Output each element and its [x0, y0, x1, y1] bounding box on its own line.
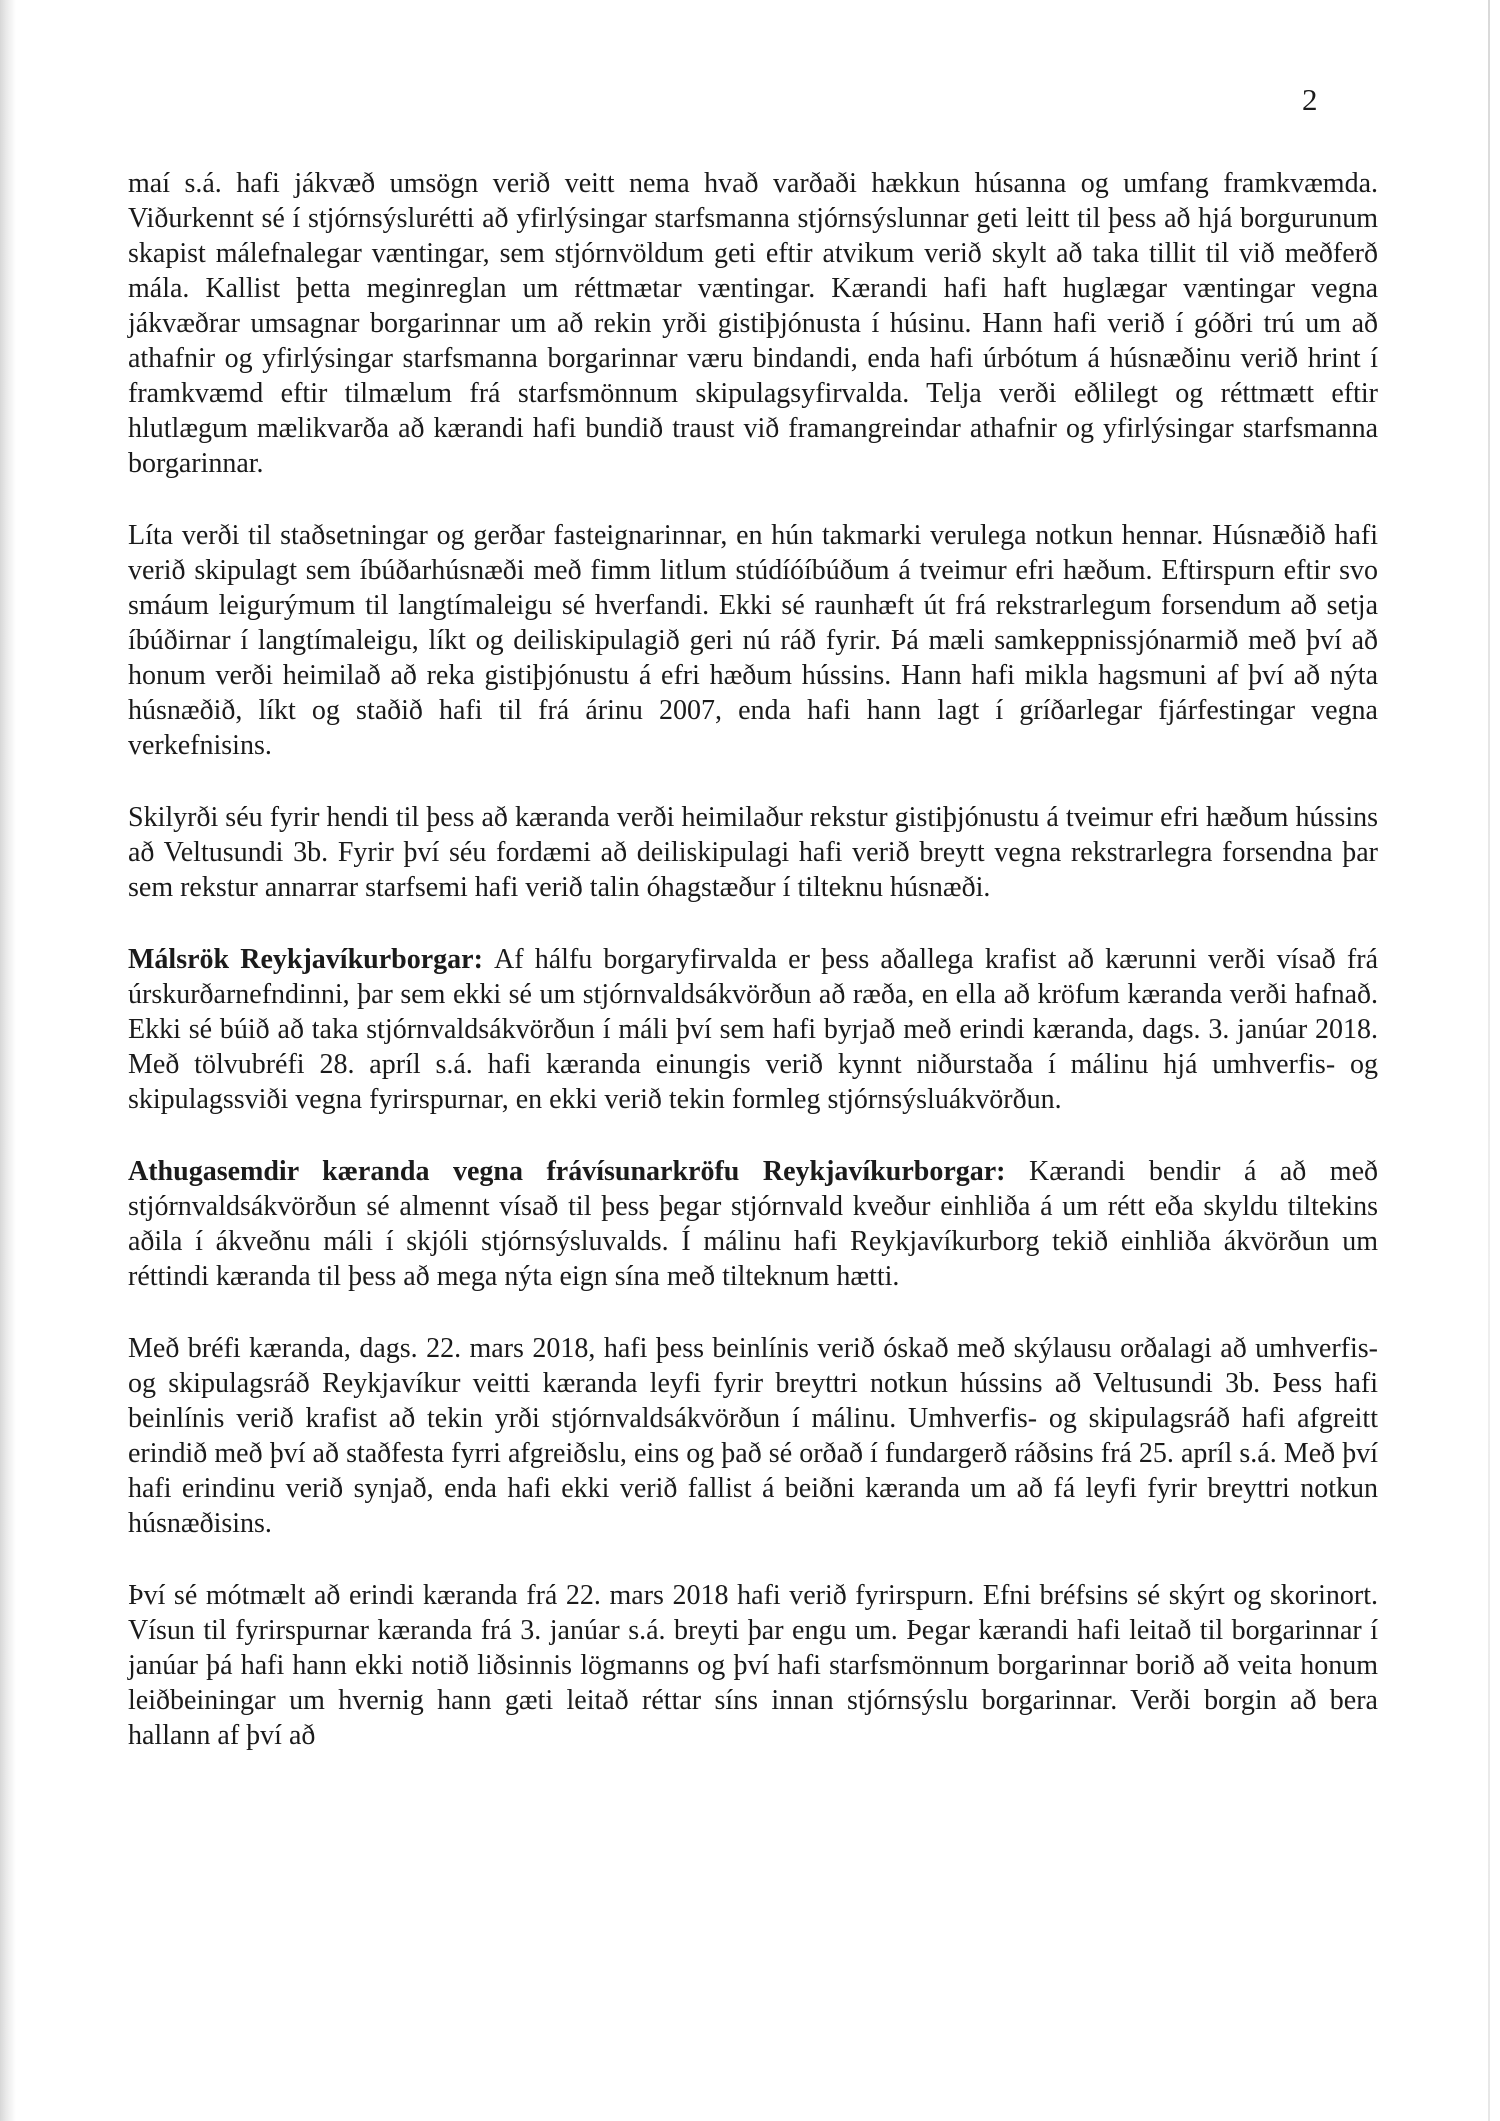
paragraph	[128, 942, 1378, 1117]
paragraph-lead: Málsrök Reykjavíkurborgar:	[128, 944, 495, 975]
paragraph	[128, 1154, 1378, 1294]
paragraph	[128, 1578, 1378, 1753]
paragraph-text: Skilyrði séu fyrir hendi til þess að kæranda verði heimilaður rekstur gistiþjónustu á tveimur efri hæðum hússins að Veltusundi 3b. Fyrir því séu fordæmi að deiliskipulagi hafi verið breytt vegna rekstrarlegra forsendna þar sem rekstur annarrar starfsemi hafi verið talin óhagstæður í tilteknu húsnæði.	[128, 802, 1378, 903]
paragraph-lead: Athugasemdir kæranda vegna frávísunarkröfu Reykjavíkurborgar:	[128, 1156, 1029, 1187]
paragraph	[128, 166, 1378, 481]
paragraph-text: maí s.á. hafi jákvæð umsögn verið veitt nema hvað varðaði hækkun húsanna og umfang framkvæmda. Viðurkennt sé í stjórnsýslurétti að yfirlýsingar starfsmanna stjórnsýslunnar geti leitt til þess að hjá borgurunum skapist málefnalegar væntingar, sem stjórnvöldum geti eftir atvikum verið skylt að taka tillit til við meðferð mála. Kallist þetta meginreglan um réttmætar væntingar. Kærandi hafi haft huglægar væntingar vegna jákvæðrar umsagnar borgarinnar um að rekin yrði gistiþjónusta í húsinu. Hann hafi verið í góðri trú um að athafnir og yfirlýsingar starfsmanna borgarinnar væru bindandi, enda hafi úrbótum á húsnæðinu verið hrint í framkvæmd eftir tilmælum frá starfsmönnum skipulagsyfirvalda. Telja verði eðlilegt og réttmætt eftir hlutlægum mælikvarða að kærandi hafi bundið traust við framangreindar athafnir og yfirlýsingar starfsmanna borgarinnar.	[128, 168, 1378, 479]
scan-edge-right	[1488, 0, 1490, 2121]
paragraph-text: Því sé mótmælt að erindi kæranda frá 22. mars 2018 hafi verið fyrirspurn. Efni bréfsins sé skýrt og skorinort. Vísun til fyrirspurnar kæranda frá 3. janúar s.á. breyti þar engu um. Þegar kærandi hafi leitað til borgarinnar í janúar þá hafi hann ekki notið liðsinnis lögmanns og því hafi starfsmönnum borgarinnar borið að veita honum leiðbeiningar um hvernig hann gæti leitað réttar síns innan stjórnsýslu borgarinnar. Verði borgin að bera hallann af því að	[128, 1580, 1378, 1751]
paragraph	[128, 800, 1378, 905]
paragraph-text: Líta verði til staðsetningar og gerðar fasteignarinnar, en hún takmarki verulega notkun hennar. Húsnæðið hafi verið skipulagt sem íbúðarhúsnæði með fimm litlum stúdíóíbúðum á tveimur efri hæðum. Eftirspurn eftir svo smáum leigurýmum til langtímaleigu sé hverfandi. Ekki sé raunhæft út frá rekstrarlegum forsendum að setja íbúðirnar í langtímaleigu, líkt og deiliskipulagið geri nú ráð fyrir. Þá mæli samkeppnissjónarmið með því að honum verði heimilað að reka gistiþjónustu á efri hæðum hússins. Hann hafi mikla hagsmuni af því að nýta húsnæðið, líkt og staðið hafi til frá árinu 2007, enda hafi hann lagt í gríðarlegar fjárfestingar vegna verkefnisins.	[128, 520, 1378, 761]
scan-edge-left	[0, 0, 16, 2121]
paragraph	[128, 518, 1378, 763]
paragraph-text: Af hálfu borgaryfirvalda er þess aðallega krafist að kærunni verði vísað frá úrskurðarnefndinni, þar sem ekki sé um stjórnvaldsákvörðun að ræða, en ella að kröfum kæranda verði hafnað. Ekki sé búið að taka stjórnvaldsákvörðun í máli því sem hafi byrjað með erindi kæranda, dags. 3. janúar 2018. Með tölvubréfi 28. apríl s.á. hafi kæranda einungis verið kynnt niðurstaða í málinu hjá umhverfis- og skipulagssviði vegna fyrirspurnar, en ekki verið tekin formleg stjórnsýsluákvörðun.	[128, 944, 1378, 1115]
document-page-body	[128, 166, 1378, 1790]
paragraph-text: Með bréfi kæranda, dags. 22. mars 2018, hafi þess beinlínis verið óskað með skýlausu orðalagi að umhverfis- og skipulagsráð Reykjavíkur veitti kæranda leyfi fyrir breyttri notkun hússins að Veltusundi 3b. Þess hafi beinlínis verið krafist að tekin yrði stjórnvaldsákvörðun í málinu. Umhverfis- og skipulagsráð hafi afgreitt erindið með því að staðfesta fyrri afgreiðslu, eins og það sé orðað í fundargerð ráðsins frá 25. apríl s.á. Með því hafi erindinu verið synjað, enda hafi ekki verið fallist á beiðni kæranda um að fá leyfi fyrir breyttri notkun húsnæðisins.	[128, 1333, 1378, 1539]
page-number: 2	[1302, 82, 1318, 117]
paragraph	[128, 1331, 1378, 1541]
paragraph-text: Kærandi bendir á að með stjórnvaldsákvörðun sé almennt vísað til þess þegar stjórnvald kveður einhliða á um rétt eða skyldu tiltekins aðila í ákveðnu máli í skjóli stjórnsýsluvalds. Í málinu hafi Reykjavíkurborg tekið einhliða ákvörðun um réttindi kæranda til þess að mega nýta eign sína með tilteknum hætti.	[128, 1156, 1378, 1292]
